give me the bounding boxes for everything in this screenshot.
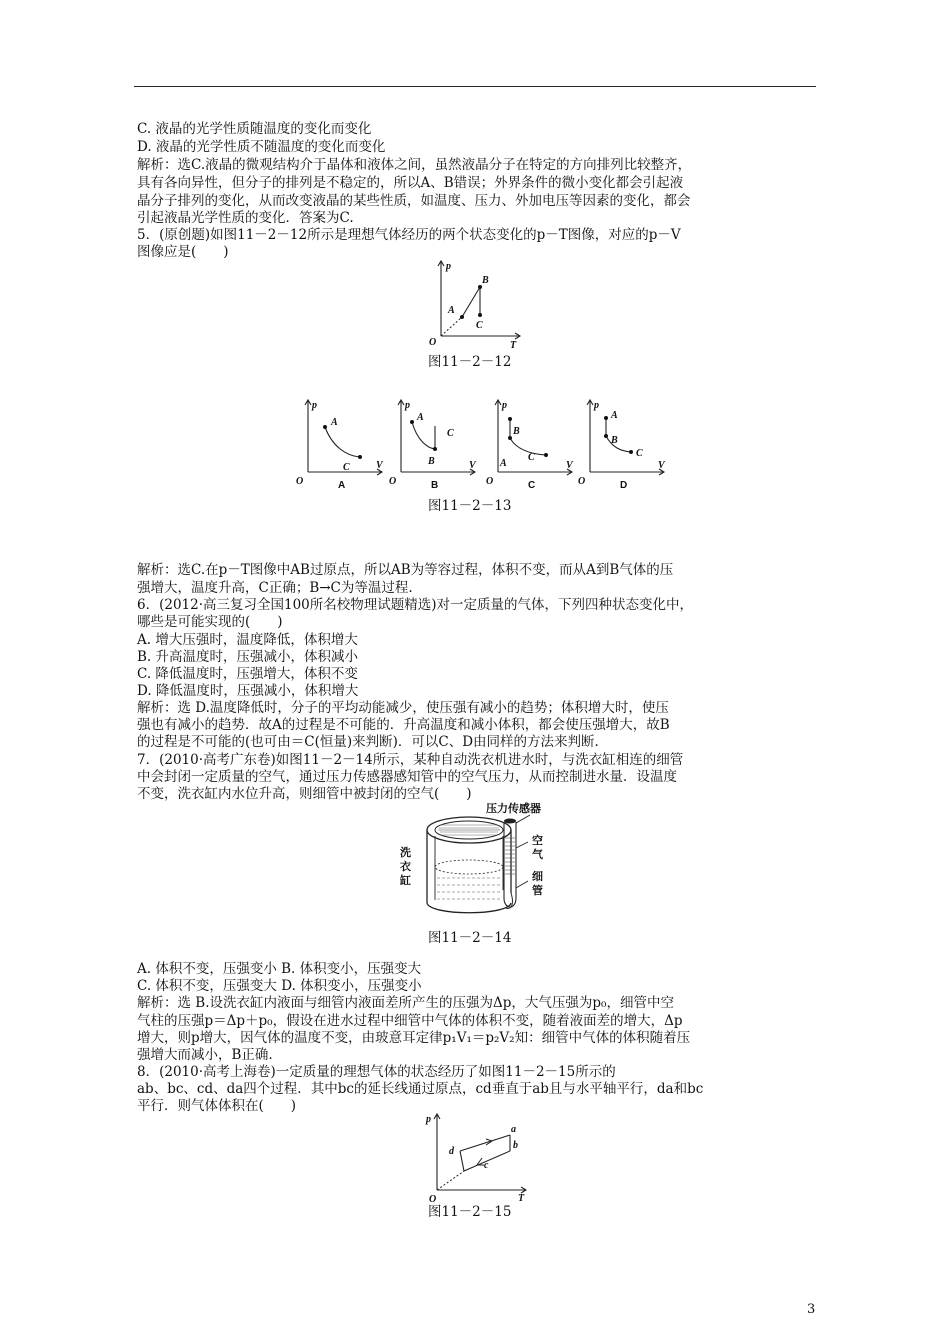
origin-label: O	[296, 476, 304, 487]
point-d-label: d	[449, 1146, 454, 1157]
text-line: 的过程是不可能的(也可由＝C(恒量)来判断)．可以C、D由同样的方法来判断.	[137, 734, 599, 750]
text-line: 增大，则p增大，因气体的温度不变，由玻意耳定律p₁V₁＝p₂V₂知：细管中气体的体积随着压	[137, 1030, 691, 1046]
option-label: C	[528, 480, 536, 491]
text-line: 哪些是可能实现的( )	[137, 614, 283, 630]
option-graph-b	[389, 396, 484, 491]
text-line: 不变，洗衣缸内水位升高，则细管中被封闭的空气( )	[137, 786, 472, 802]
sensor-label: 压力传感器	[486, 802, 541, 815]
figure-caption: 图11－2－15	[428, 1204, 512, 1220]
tub-label-2: 衣	[400, 860, 411, 873]
options-ab: A. 体积不变，压强变小 B. 体积变小，压强变大	[137, 961, 422, 977]
text-line: 中会封闭一定质量的空气，通过压力传感器感知管中的空气压力，从而控制进水量．设温度	[137, 769, 677, 785]
option-graph-c	[486, 396, 581, 491]
axis-v-label: V	[658, 460, 665, 471]
point-a-label: A	[417, 412, 424, 423]
tub-label-3: 缸	[400, 874, 411, 887]
air-label-2: 气	[532, 848, 543, 861]
option-d: D. 降低温度时，压强减小，体积增大	[137, 683, 359, 699]
point-c-label: c	[484, 1160, 489, 1171]
point-a-label: a	[511, 1124, 516, 1135]
text-line: 引起液晶光学性质的变化．答案为C.	[137, 210, 354, 226]
point-b-label: b	[513, 1140, 518, 1151]
axis-v-label: V	[566, 460, 573, 471]
option-label: D	[620, 480, 628, 491]
header-rule	[134, 86, 816, 87]
text-line: 具有各向异性，但分子的排列是不稳定的，所以A、B错误；外界条件的微小变化都会引起液	[137, 175, 684, 191]
tub-label-1: 洗	[400, 846, 411, 859]
origin-label: O	[429, 1194, 437, 1205]
point-b-label: B	[428, 456, 435, 467]
figure-11-2-15	[420, 1110, 545, 1205]
text-line: 强增大而减小，B正确.	[137, 1047, 273, 1063]
page-number: 3	[807, 1302, 816, 1317]
question-6: 6．(2012·高三复习全国100所名校物理试题精选)对一定质量的气体，下列四种状态变化中，	[137, 597, 694, 613]
point-a-label: A	[611, 410, 618, 421]
figure-caption: 图11－2－12	[428, 354, 512, 370]
axis-p-label: p	[446, 261, 451, 272]
option-graph-d	[578, 396, 673, 491]
option-label: A	[338, 480, 346, 491]
text-line: 晶分子排列的变化，从而改变液晶的某些性质，如温度、压力、外加电压等因素的变化，都会	[137, 193, 691, 209]
point-a-label: A	[331, 417, 338, 428]
question-8: 8．(2010·高考上海卷)一定质量的理想气体的状态经历了如图11－2－15所示的	[137, 1064, 616, 1080]
axis-p-label: p	[405, 400, 410, 411]
question-5: 5．(原创题)如图11－2－12所示是理想气体经历的两个状态变化的p－T图像，对应的p－V	[137, 227, 681, 243]
axis-v-label: V	[376, 460, 383, 471]
tube-label-2: 管	[532, 884, 543, 897]
point-a-label: A	[448, 305, 455, 316]
text-line: 解析：选 D.温度降低时，分子的平均动能减少，使压强有减小的趋势；体积增大时，使压	[137, 700, 669, 716]
point-c-label: C	[476, 320, 483, 331]
text-line: 强也有减小的趋势．故A的过程是不可能的．升高温度和减小体积，都会使压强增大，故B	[137, 717, 670, 733]
question-7: 7．(2010·高考广东卷)如图11－2－14所示，某种自动洗衣机进水时，与洗衣缸相连的细管	[137, 752, 684, 768]
figure-caption: 图11－2－13	[428, 498, 512, 514]
air-label-1: 空	[532, 834, 543, 847]
point-c-label: C	[528, 452, 535, 463]
origin-label: O	[486, 476, 494, 487]
point-b-label: B	[611, 435, 618, 446]
axis-t-label: T	[510, 340, 517, 351]
text-line: 解析：选C.液晶的微观结构介于晶体和液体之间，虽然液晶分子在特定的方向排列比较整齐，	[137, 157, 692, 173]
option-graph-a	[296, 396, 391, 491]
point-c-label: C	[447, 428, 454, 439]
origin-label: O	[578, 476, 586, 487]
text-line: 平行．则气体体积在( )	[137, 1098, 297, 1114]
option-c: C. 液晶的光学性质随温度的变化而变化	[137, 121, 372, 137]
origin-label: O	[389, 476, 397, 487]
axis-p-label: p	[594, 400, 599, 411]
figure-11-2-12	[424, 258, 534, 351]
point-b-label: B	[482, 275, 489, 286]
option-label: B	[431, 480, 439, 491]
origin-label: O	[429, 337, 437, 348]
point-a-label: A	[500, 458, 507, 469]
axis-v-label: V	[469, 460, 476, 471]
option-d: D. 液晶的光学性质不随温度的变化而变化	[137, 139, 386, 155]
point-b-label: B	[513, 426, 520, 437]
text-line: 解析：选C.在p－T图像中AB过原点，所以AB为等容过程，体积不变，而从A到B气体的压	[137, 562, 674, 578]
text-line: 气柱的压强p＝Δp＋p₀，假设在进水过程中细管中气体的体积不变，随着液面差的增大，Δp	[137, 1013, 683, 1029]
text-line: 强增大，温度升高，C正确；B→C为等温过程.	[137, 580, 413, 596]
text-line: ab、bc、cd、da四个过程．其中bc的延长线通过原点，cd垂直于ab且与水平轴平行，da和bc	[137, 1081, 704, 1097]
point-c-label: C	[343, 462, 350, 473]
axis-p-label: p	[312, 400, 317, 411]
option-b: B. 升高温度时，压强减小，体积减小	[137, 649, 359, 665]
tube-label-1: 细	[532, 870, 543, 883]
axis-p-label: p	[426, 1114, 431, 1125]
text-line: 图像应是( )	[137, 244, 229, 260]
axis-p-label: p	[502, 400, 507, 411]
text-line: 解析：选 B.设洗衣缸内液面与细管内液面差所产生的压强为Δp，大气压强为p₀，细管中空	[137, 995, 674, 1011]
option-c: C. 降低温度时，压强增大，体积不变	[137, 666, 358, 682]
option-a: A. 增大压强时，温度降低，体积增大	[137, 632, 358, 648]
point-c-label: C	[636, 448, 643, 459]
options-cd: C. 体积不变，压强变大 D. 体积变小，压强变小	[137, 978, 422, 994]
figure-caption: 图11－2－14	[428, 930, 512, 946]
axis-t-label: T	[518, 1193, 525, 1204]
figure-11-2-14	[390, 798, 575, 923]
